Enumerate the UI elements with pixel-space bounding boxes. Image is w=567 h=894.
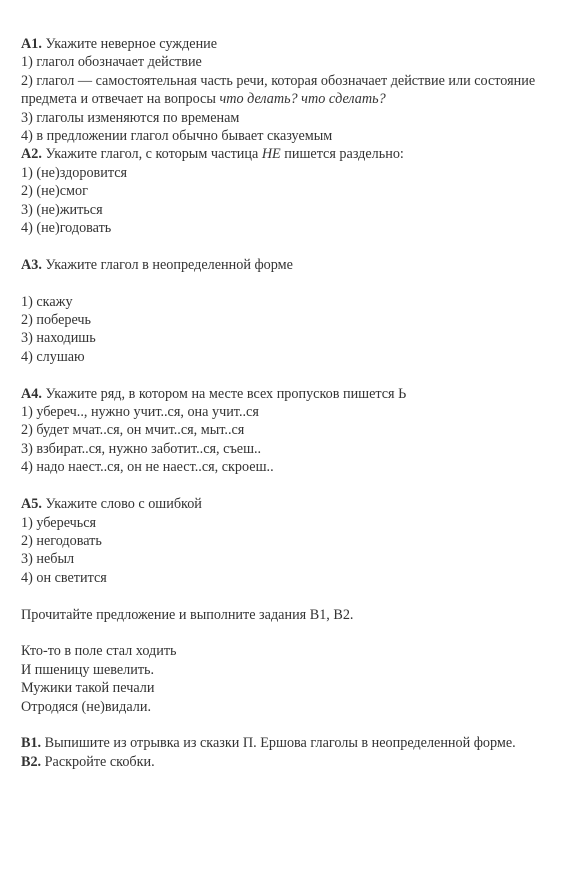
spacer (21, 716, 540, 734)
spacer (21, 237, 540, 255)
a2-option-3: 3) (не)житься (21, 201, 103, 218)
spacer (21, 274, 540, 292)
a3-question-text: Укажите глагол в неопределенной форме (41, 256, 293, 273)
poem-line-3: Мужики такой печали (21, 680, 155, 697)
a3-question (21, 256, 540, 274)
a1-question (21, 35, 540, 53)
b2-text: Раскройте скобки. (41, 753, 155, 770)
spacer (21, 366, 540, 384)
a3-option-4: 4) слушаю (21, 348, 85, 365)
a5-question-text: Укажите слово с ошибкой (41, 496, 202, 513)
a1-option-3: 3) глаголы изменяются по временам (21, 109, 240, 126)
b2-number: В2. (21, 753, 42, 770)
poem-line-4: Отродяся (не)видали. (21, 698, 152, 715)
a2-question (21, 145, 540, 163)
a2-option-2: 2) (не)смог (21, 183, 88, 200)
a5-option-3: 3) небыл (21, 551, 75, 568)
a1-number: А1. (21, 36, 42, 52)
a2-number: А2. (21, 146, 42, 163)
instruction: Прочитайте предложение и выполните задания В1, В2. (21, 606, 354, 623)
a3-option-2: 2) поберечь (21, 312, 92, 329)
a5-option-4: 4) он светится (21, 569, 107, 586)
a4-option-1: 1) убереч.., нужно учит..ся, она учит..ся (21, 404, 259, 421)
a3-option-1: 1) скажу (21, 293, 73, 310)
a2-question-italic: НЕ (261, 146, 281, 163)
a5-option-2: 2) негодовать (21, 532, 102, 549)
a2-question-pre: Укажите глагол, с которым частица (41, 146, 262, 163)
a4-option-4: 4) надо наест..ся, он не наест..ся, скроеш.. (21, 459, 274, 476)
poem-line-2: И пшеницу шевелить. (21, 661, 155, 678)
b2-task (21, 753, 540, 771)
a4-question (21, 385, 540, 403)
a1-option-2-italic: что делать? что сделать? (219, 91, 386, 108)
a3-option-3: 3) находишь (21, 330, 96, 347)
a1-question-text: Укажите неверное суждение (41, 36, 218, 52)
spacer (21, 477, 540, 495)
a3-number: А3. (21, 256, 42, 273)
a1-option-1: 1) глагол обозначает действие (21, 54, 202, 71)
a1-option-4: 4) в предложении глагол обычно бывает сказуемым (21, 128, 333, 145)
a4-number: А4. (21, 385, 42, 402)
spacer (21, 587, 540, 605)
a4-option-2: 2) будет мчат..ся, он мчит..ся, мыт..ся (21, 422, 245, 439)
a2-option-1: 1) (не)здоровится (21, 164, 128, 181)
a5-number: А5. (21, 496, 42, 513)
spacer (21, 624, 540, 642)
b1-text: Выпишите из отрывка из сказки П. Ершова глаголы в неопределенной форме. (41, 735, 516, 752)
poem-line-1: Кто-то в поле стал ходить (21, 643, 177, 660)
b1-task (21, 734, 540, 752)
a5-option-1: 1) уберечься (21, 514, 97, 531)
a4-option-3: 3) взбират..ся, нужно заботит..ся, съеш.. (21, 440, 262, 457)
a4-question-text: Укажите ряд, в котором на месте всех пропусков пишется Ь (41, 385, 407, 402)
a1-option-2 (21, 72, 540, 109)
a1-option-2-text: 2) глагол — самостоятельная часть речи, которая обозначает действие или состояние предмета и отвечает на вопросы (21, 72, 536, 108)
a2-question-post: пишется раздельно: (280, 146, 404, 163)
a5-question (21, 495, 540, 513)
a2-option-4: 4) (не)годовать (21, 220, 112, 237)
b1-number: В1. (21, 735, 42, 752)
